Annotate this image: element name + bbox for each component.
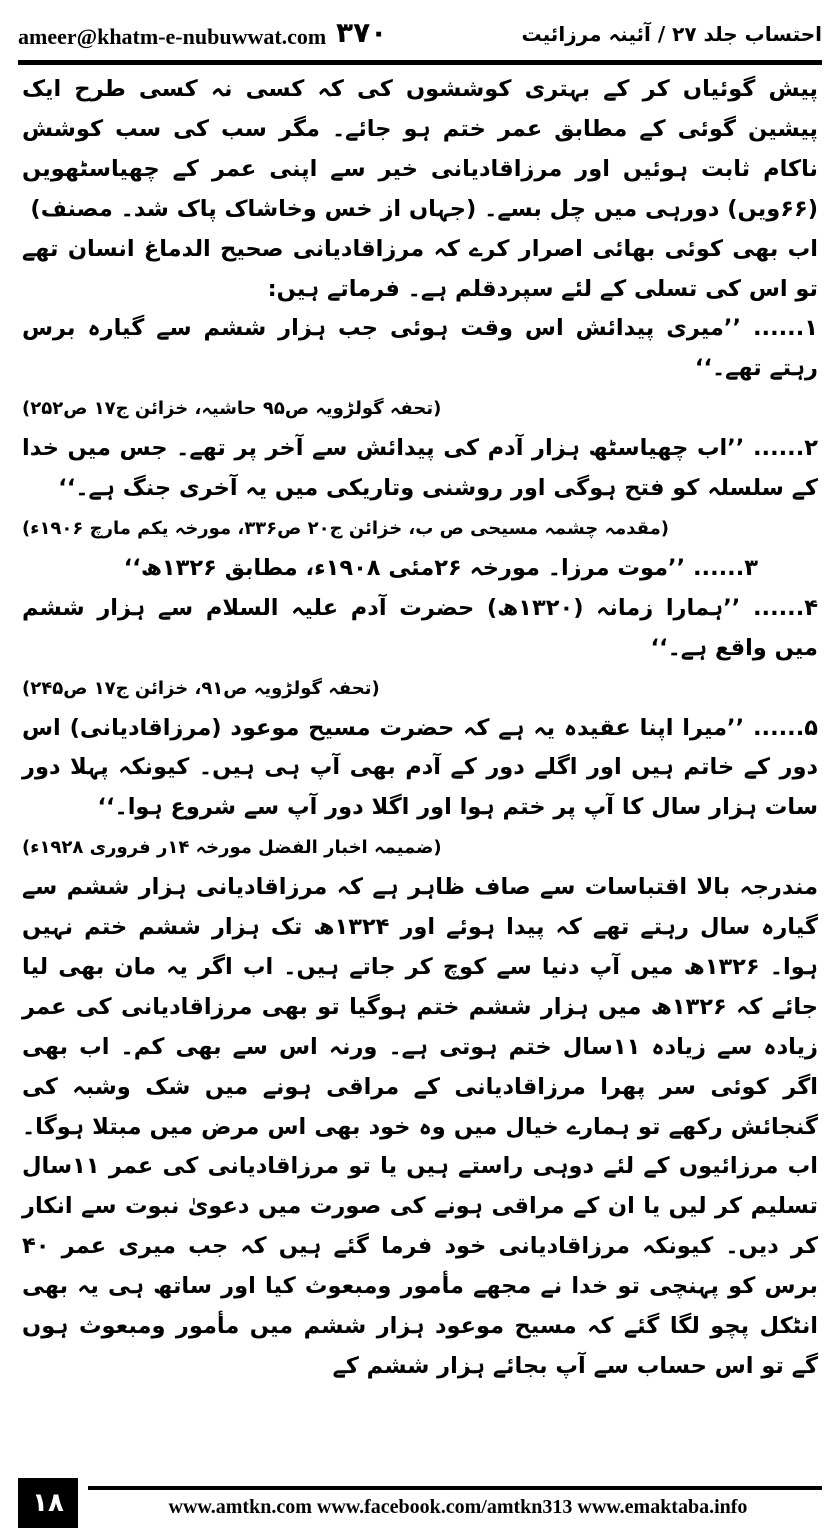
running-head: احتساب جلد ۲۷ / آئینہ مرزائیت — [521, 22, 822, 46]
footer-rule — [88, 1486, 822, 1490]
page-footer — [18, 1478, 822, 1528]
footer-websites: www.amtkn.com www.facebook.com/amtkn313 www.emaktaba.info — [168, 1496, 748, 1518]
paragraph: اب بھی کوئی بھائی اصرار کرے کہ مرزاقادیانی صحیح الدماغ انسان تھے تو اس کی تسلی کے لئے سپردقلم ہے۔ فرماتے ہیں: — [22, 235, 818, 302]
citation: (مقدمہ چشمہ مسیحی ص ب، خزائن ج۲۰ ص۳۳۶، مورخہ یکم مارچ ۱۹۰۶ء) — [22, 517, 669, 539]
paragraph: پیش گوئیاں کر کے بہتری کوششوں کی کہ کسی نہ کسی طرح ایک پیشین گوئی کے مطابق عمر ختم ہو جائے۔ مگر سب کی سب کوشش ناکام ثابت ہوئیں اور مرزاقادیانی خیر سے اپنی عمر کے چھیاسٹھویں (۶۶ویں) دورہی میں چل بسے۔ (جہاں از خس وخاشاک پاک شد۔ مصنف) — [22, 76, 818, 222]
quote-item: ۵...... ’’میرا اپنا عقیدہ یہ ہے کہ حضرت مسیح موعود (مرزاقادیانی) اس دور کے خاتم ہیں اور اگلے دور کے آدم بھی آپ ہی ہیں۔ کیونکہ پہلا دور سات ہزار سال کا آپ پر ختم ہوا اور اگلا دور آپ سے شروع ہوا۔‘‘ — [22, 714, 818, 821]
quote-item: ۳...... ’’موت مرزا۔ مورخہ ۲۶مئی ۱۹۰۸ء، مطابق ۱۳۲۶ھ‘‘ — [123, 554, 758, 581]
quote-item: ۱...... ’’میری پیدائش اس وقت ہوئی جب ہزار ششم سے گیارہ برس رہتے تھے۔‘‘ — [22, 315, 818, 382]
quote-item: ۴...... ’’ہمارا زمانہ (۱۳۲۰ھ) حضرت آدم علیہ السلام سے ہزار ششم میں واقع ہے۔‘‘ — [22, 594, 819, 661]
citation: (ضمیمہ اخبار الفضل مورخہ ۱۴ر فروری ۱۹۲۸ء) — [22, 837, 442, 859]
email-address: ameer@khatm-e-nubuwwat.com — [18, 24, 327, 49]
page-number: ۳۷۰ — [336, 16, 388, 49]
footer-page-number: ۱۸ — [18, 1478, 78, 1528]
page-header — [18, 8, 822, 56]
header-rule — [18, 60, 822, 65]
citation: (تحفہ گولڑویہ ص۹۵ حاشیہ، خزائن ج۱۷ ص۲۵۲) — [22, 398, 442, 420]
paragraph: مندرجہ بالا اقتباسات سے صاف ظاہر ہے کہ مرزاقادیانی ہزار ششم سے گیارہ سال رہتے تھے کہ پیدا ہوئے اور ۱۳۲۴ھ تک ہزار ششم ختم نہیں ہوا۔ ۱۳۲۶ھ میں آپ دنیا سے کوچ کر جاتے ہیں۔ اب اگر یہ مان بھی لیا جائے کہ ۱۳۲۶ھ میں ہزار ششم ختم ہوگیا تو بھی مرزاقادیانی کی عمر زیادہ سے زیادہ ۱۱سال ختم ہوتی ہے۔ ورنہ اس سے بھی کم۔ اب بھی اگر کوئی سر پھرا مرزاقادیانی کے مراقی ہونے میں شک وشبہ کی گنجائش رکھے تو ہمارے خیال میں وہ خود بھی اس مرض میں مبتلا ہوگا۔ اب مرزائیوں کے لئے دوہی راستے ہیں یا تو مرزاقادیانی کی عمر ۱۱سال تسلیم کر لیں یا ان کے مراقی ہونے کی صورت میں دعویٰ نبوت سے انکار کر دیں۔ کیونکہ مرزاقادیانی خود فرما گئے ہیں کہ جب میری عمر ۴۰ برس کو پہنچی تو خدا نے مجھے مأمور ومبعوث کیا اور ساتھ ہی یہ بھی انٹکل پچو لگا گئے کہ مسیح موعود ہزار ششم میں مأمور ومبعوث ہوں گے تو اس حساب سے آپ بجائے ہزار ششم کے — [22, 874, 819, 1379]
citation: (تحفہ گولڑویہ ص۹۱، خزائن ج۱۷ ص۲۴۵) — [22, 677, 380, 699]
page-body — [22, 70, 818, 1470]
quote-item: ۲...... ’’اب چھیاسٹھ ہزار آدم کی پیدائش سے آخر پر تھے۔ جس میں خدا کے سلسلہ کو فتح ہوگی اور روشنی وتاریکی میں یہ آخری جنگ ہے۔‘‘ — [22, 435, 818, 502]
